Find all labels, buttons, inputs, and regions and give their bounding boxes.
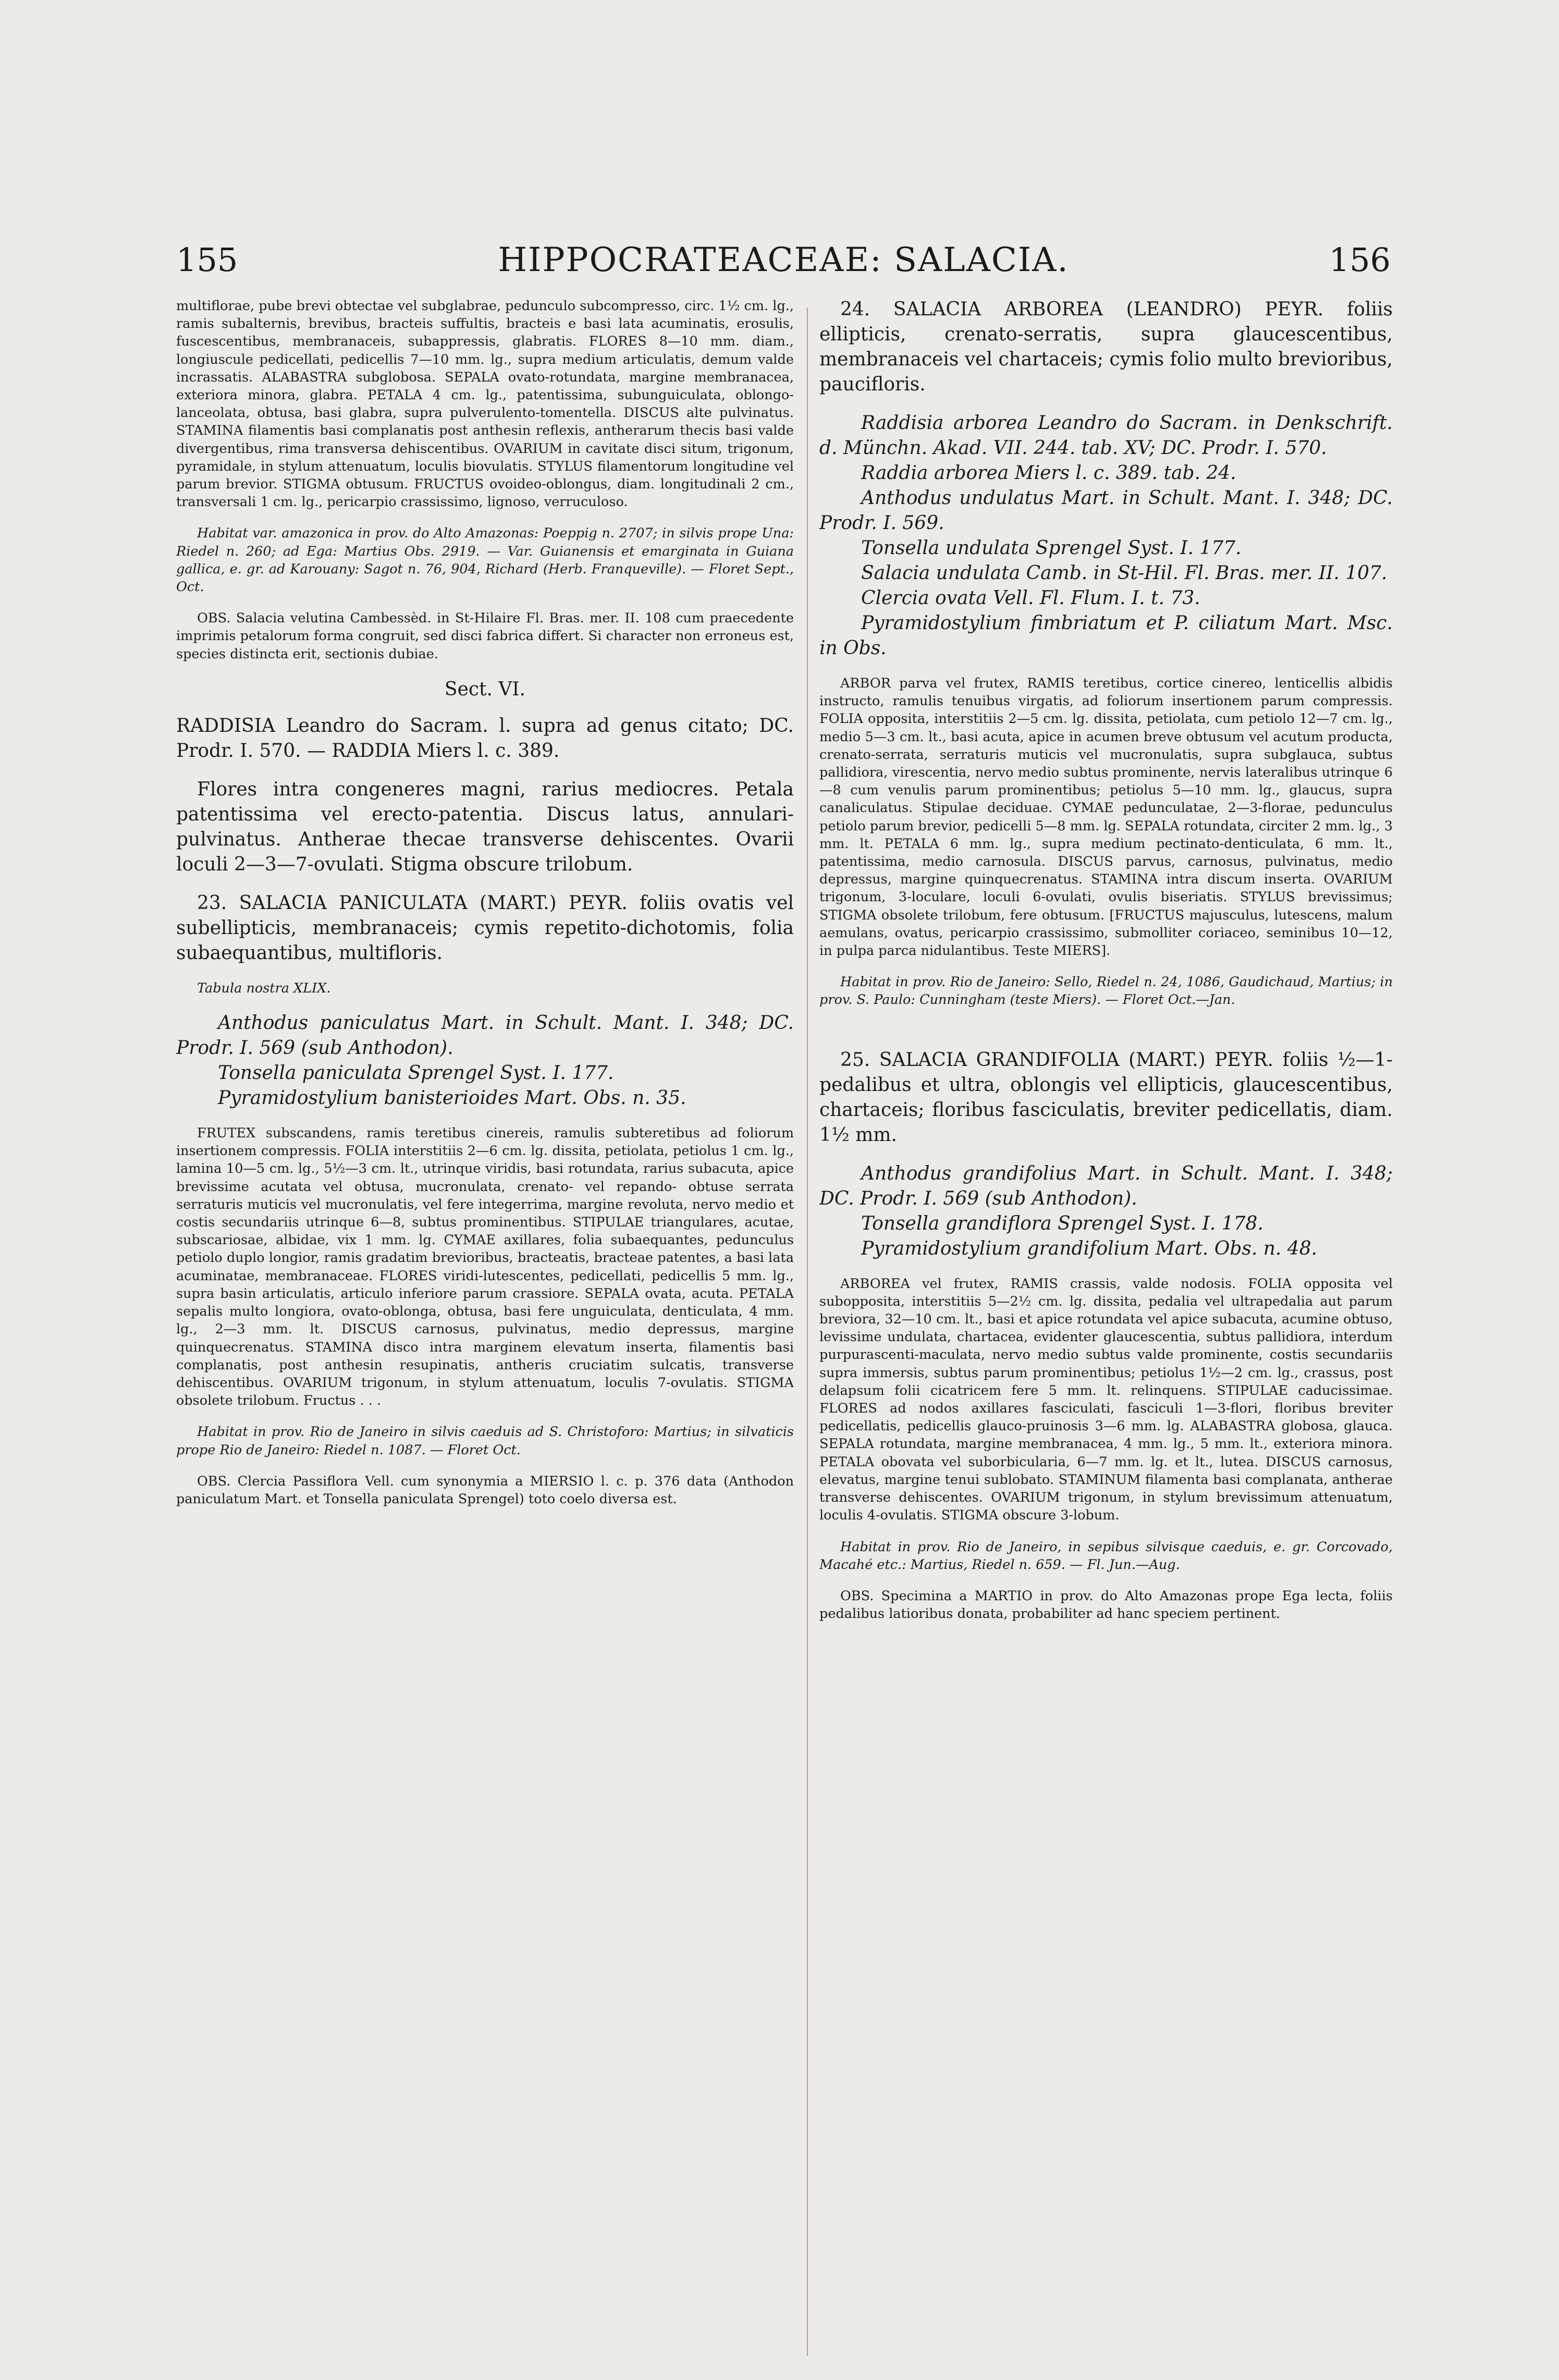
species-23-synonyms [176, 1011, 794, 1111]
species-23-heading: 23. SALACIA PANICULATA (MART.) PEYR. foliis ovatis vel subellipticis, membranaceis; cymis repetito-dichotomis, folia subaequantibus, multifloris. [176, 892, 794, 964]
section-diagnosis: Flores intra congeneres magni, rarius mediocres. Petala patentissima vel erecto-patentia. Discus latus, annulari-pulvinatus. Antherae thecae transverse dehiscentes. Ovarii loculi 2—3—7-ovulati. Stigma obscure trilobum. [176, 778, 794, 875]
spacer [819, 1023, 1393, 1048]
left-column [176, 297, 794, 2356]
synonym-line: Tonsella grandiflora Sprengel Syst. I. 178. [861, 1212, 1263, 1234]
synonym-line: Tonsella undulata Sprengel Syst. I. 177. [861, 537, 1242, 559]
page-number-right: 156 [1329, 241, 1391, 279]
habitat-paragraph: Habitat var. amazonica in prov. do Alto Amazonas: Poeppig n. 2707; in silvis prope Una: Riedel n. 260; ad Ega: Martius Obs. 2919. — Var. Guianensis et emarginata in Guiana gallica, e. gr. ad Karouany: Sagot n. 76, 904, Richard (Herb. Franqueville). — Floret Sept., Oct. [176, 525, 794, 595]
column-divider [807, 308, 808, 2356]
synonym-line: Raddisia arborea Leandro do Sacram. in Denkschrift. d. Münchn. Akad. VII. 244. tab. XV; DC. Prodr. I. 570. [819, 412, 1393, 459]
species-25-synonyms [819, 1161, 1393, 1261]
synonym-line: Anthodus paniculatus Mart. in Schult. Mant. I. 348; DC. Prodr. I. 569 (sub Anthodon). [176, 1012, 794, 1059]
right-column [819, 297, 1393, 2356]
species-24-description: ARBOR parva vel frutex, RAMIS teretibus, cortice cinereo, lenticellis albidis instructo, ramulis tenuibus virgatis, ad foliorum insertionem parum compressis. FOLIA opposita, interstitiis 2—5 cm. lg. dissita, petiolata, cum petiolo 12—7 cm. lg., medio 5—3 cm. lt., basi acuta, apice in acumen breve obtusum vel acutum producta, crenato-serrata, serraturis muticis vel mucronulatis, supra subglauca, subtus pallidiora, virescentia, nervo medio subtus prominente, nervis lateralibus utrinque 6—8 cum venulis parum prominentibus; petiolus 5—10 mm. lg., glaucus, supra canaliculatus. Stipulae deciduae. CYMAE pedunculatae, 2—3-florae, pedunculus petiolo parum brevior, pedicelli 5—8 mm. lg. SEPALA rotundata, circiter 2 mm. lg., 3 mm. lt. PETALA 6 mm. lg., supra medium pectinato-denticulata, 6 mm. lt., patentissima, medio carnosula. DISCUS parvus, carnosus, pulvinatus, medio depressus, margine quinquecrenatus. STAMINA intra discum inserta. OVARIUM trigonum, 3-loculare, loculi 6-ovulati, ovulis biseriatis. STYLUS brevissimus; STIGMA obsolete trilobum, fere obtusum. [FRUCTUS majusculus, lutescens, malum aemulans, ovatus, pericarpio crassissimo, submolliter coriaceo, seminibus 10—12, in pulpa parca nidulantibus. Teste MIERS]. [819, 676, 1393, 959]
species-23-description: FRUTEX subscandens, ramis teretibus cinereis, ramulis subteretibus ad foliorum insertionem compressis. FOLIA interstitiis 2—6 cm. lg. dissita, petiolata, petiolus 1 cm. lg., lamina 10—5 cm. lg., 5½—3 cm. lt., utrinque viridis, basi rotundata, rarius subacuta, apice brevissime acutata vel obtusa, mucronulata, crenato- vel repando- obtuse serrata serraturis muticis vel mucronulatis, vel fere integerrima, margine revoluta, nervo medio et costis secundariis utrinque 6—8, subtus prominentibus. STIPULAE triangulares, acutae, subscariosae, albidae, vix 1 mm. lg. CYMAE axillares, folia subaequantes, pedunculus petiolo duplo longior, ramis gradatim brevioribus, bracteatis, bracteae patentes, a basi lata acuminatae, membranaceae. FLORES viridi-lutescentes, pedicellati, pedicellis 5 mm. lg., supra basin articulatis, articulo inferiore parum crassiore. SEPALA ovata, acuta. PETALA sepalis multo longiora, ovato-oblonga, obtusa, basi fere unguiculata, denticulata, 4 mm. lg., 2—3 mm. lt. DISCUS carnosus, pulvinatus, medio depressus, margine quinquecrenatus. STAMINA disco intra marginem elevatum inserta, filamentis basi complanatis, post anthesin resupinatis, antheris cruciatim sulcatis, transverse dehiscentibus. OVARIUM trigonum, in stylum attenuatum, loculis 7-ovulatis. STIGMA obsolete trilobum. Fructus . . . [176, 1125, 794, 1409]
synonym-line: Anthodus undulatus Mart. in Schult. Mant. I. 348; DC. Prodr. I. 569. [819, 487, 1393, 534]
synonym-line: Anthodus grandifolius Mart. in Schult. Mant. I. 348; DC. Prodr. I. 569 (sub Anthodon). [819, 1162, 1393, 1209]
synonym-line: Pyramidostylium grandifolium Mart. Obs. n. 48. [861, 1237, 1318, 1259]
observation-paragraph: OBS. Salacia velutina Cambessèd. in St-Hilaire Fl. Bras. mer. II. 108 cum praecedente imprimis petalorum forma congruit, sed disci fabrica differt. Si character non erroneus est, species distincta erit, sectionis dubiae. [176, 610, 794, 662]
species-25-description: ARBOREA vel frutex, RAMIS crassis, valde nodosis. FOLIA opposita vel subopposita, interstitiis 5—2½ cm. lg. dissita, pedalia vel ultrapedalia aut parum breviora, 32—10 cm. lt., basi et apice rotundata vel apice subacuta, acumine obtuso, levissime undulata, chartacea, evidenter glaucescentia, subtus pallidiora, interdum purpurascenti-maculata, nervo medio subtus valde prominente, costis secundariis supra immersis, subtus parum prominentibus; petiolus 1½—2 cm. lg., crassus, post delapsum folii cicatricem fere 5 mm. lt. relinquens. STIPULAE caducissimae. FLORES ad nodos axillares fasciculati, fasciculi 1—3-flori, floribus breviter pedicellatis, pedicellis glauco-pruinosis 3—6 mm. lg. ALABASTRA globosa, glauca. SEPALA rotundata, margine membranacea, 4 mm. lg., 5 mm. lt., exteriora minora. PETALA obovata vel suborbicularia, 6—7 mm. lg. et lt., lutea. DISCUS carnosus, elevatus, margine tenui sublobato. STAMINUM filamenta basi complanata, antherae transverse dehiscentes. OVARIUM trigonum, in stylum brevissimum attenuatum, loculis 4-ovulatis. STIGMA obscure 3-lobum. [819, 1275, 1393, 1524]
synonym-line: Raddia arborea Miers l. c. 389. tab. 24. [861, 462, 1236, 484]
synonym-line: Pyramidostylium fimbriatum et P. ciliatum Mart. Msc. in Obs. [819, 612, 1393, 659]
species-23-observation: OBS. Clercia Passiflora Vell. cum synonymia a MIERSIO l. c. p. 376 data (Anthodon paniculatum Mart. et Tonsella paniculata Sprengel) toto coelo diversa est. [176, 1473, 794, 1507]
synonym-line: Tonsella paniculata Sprengel Syst. I. 177. [218, 1062, 614, 1084]
page-number-left: 155 [176, 241, 238, 279]
species-24-heading: 24. SALACIA ARBOREA (LEANDRO) PEYR. foliis ellipticis, crenato-serratis, supra glaucescentibus, membranaceis vel chartaceis; cymis folio multo brevioribus, paucifloris. [819, 299, 1393, 395]
synonym-line: Clercia ovata Vell. Fl. Flum. I. t. 73. [861, 587, 1200, 609]
running-title: HIPPOCRATEACEAE: SALACIA. [498, 241, 1069, 279]
description-continued: multiflorae, pube brevi obtectae vel subglabrae, pedunculo subcompresso, circ. 1½ cm. lg., ramis subalternis, brevibus, bracteis suffultis, bracteis e basi lata acuminatis, erosulis, fuscescentibus, membranaceis, subappressis, glabratis. FLORES 8—10 mm. diam., longiuscule pedicellati, pedicellis 7—10 mm. lg., supra medium articulatis, demum valde incrassatis. ALABASTRA subglobosa. SEPALA ovato-rotundata, margine membranacea, exteriora minora, glabra. PETALA 4 cm. lg., patentissima, subunguiculata, oblongo-lanceolata, obtusa, basi glabra, supra pulverulento-tomentella. DISCUS alte pulvinatus. STAMINA filamentis basi complanatis post anthesin reflexis, antherarum thecis basi valde divergentibus, rima transversa dehiscentibus. OVARIUM in cavitate disci situm, trigonum, pyramidale, in stylum attenuatum, loculis biovulatis. STYLUS filamentorum longitudine vel parum brevior. STIGMA obtusum. FRUCTUS ovoideo-oblongus, diam. longitudinali 2 cm., transversali 1 cm. lg., pericarpio crassissimo, lignoso, verruculoso. [176, 298, 794, 510]
species-25-observation: OBS. Specimina a MARTIO in prov. do Alto Amazonas prope Ega lecta, foliis pedalibus latioribus donata, probabiliter ad hanc speciem pertinent. [819, 1588, 1393, 1622]
plate-reference: Tabula nostra XLIX. [197, 980, 331, 996]
synonym-line: Pyramidostylium banisterioides Mart. Obs. n. 35. [218, 1087, 686, 1109]
species-25-heading: 25. SALACIA GRANDIFOLIA (MART.) PEYR. foliis ½—1-pedalibus et ultra, oblongis vel ellipticis, glaucescentibus, chartaceis; floribus fasciculatis, breviter pedicellatis, diam. 1½ mm. [819, 1049, 1393, 1146]
species-24-habitat: Habitat in prov. Rio de Janeiro: Sello, Riedel n. 24, 1086, Gaudichaud, Martius; in prov. S. Paulo: Cunningham (teste Miers). — Floret Oct.—Jan. [819, 974, 1393, 1008]
species-24-synonyms [819, 411, 1393, 661]
species-23-habitat: Habitat in prov. Rio de Janeiro in silvis caeduis ad S. Christoforo: Martius; in silvaticis prope Rio de Janeiro: Riedel n. 1087. — Floret Oct. [176, 1424, 794, 1458]
running-header [176, 241, 1391, 283]
species-25-habitat: Habitat in prov. Rio de Janeiro, in sepibus silvisque caeduis, e. gr. Corcovado, Macahé etc.: Martius, Riedel n. 659. — Fl. Jun.—Aug. [819, 1539, 1393, 1573]
synonym-line: Salacia undulata Camb. in St-Hil. Fl. Bras. mer. II. 107. [861, 562, 1388, 584]
section-synonymy: RADDISIA Leandro do Sacram. l. supra ad genus citato; DC. Prodr. I. 570. — RADDIA Miers l. c. 389. [176, 715, 794, 762]
section-heading: Sect. VI. [444, 678, 526, 700]
